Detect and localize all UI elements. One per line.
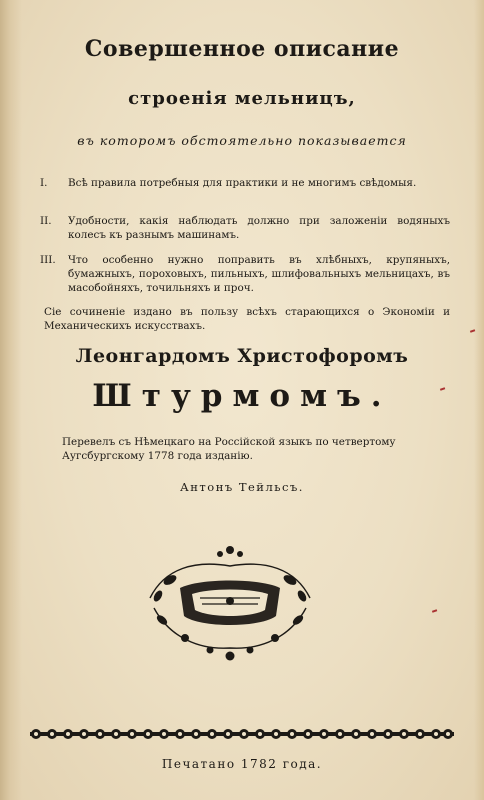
subtitle: въ которомъ обстоятельно показывается xyxy=(77,133,407,148)
translator-name: Антонъ Тейльсъ. xyxy=(180,480,304,494)
vignette-ornament-icon xyxy=(140,538,320,666)
imprint: Печатано 1782 года. xyxy=(161,757,323,771)
author-name-line-2: Штурмомъ. xyxy=(92,378,392,414)
ornamental-rule xyxy=(30,726,454,742)
list-item xyxy=(40,214,450,242)
item-number: II. xyxy=(40,215,52,227)
item-text: Что особенно нужно поправить въ хлѣбныхъ, крупяныхъ, бумажныхъ, пороховыхъ, пильныхъ, шлифовальныхъ мельницахъ, въ масобойняхъ, точильняхъ и проч. xyxy=(68,254,450,294)
pencil-mark xyxy=(432,609,437,612)
dedication-note: Сіе сочиненіе издано въ пользу всѣхъ старающихся о Экономіи и Механическихъ искусствахъ. xyxy=(44,306,450,332)
item-number: I. xyxy=(40,177,48,189)
title-line-2: строенія мельницъ, xyxy=(128,88,356,109)
item-text: Удобности, какія наблюдать должно при заложеніи водяныхъ колесъ къ разнымъ машинамъ. xyxy=(68,215,450,241)
list-item xyxy=(40,253,450,295)
author-name-line-1: Леонгардомъ Христофоромъ xyxy=(75,345,409,367)
title-line-1: Совершенное описание xyxy=(84,36,400,62)
list-item xyxy=(40,176,450,190)
item-number: III. xyxy=(40,254,56,266)
translation-note: Перевелъ съ Нѣмецкаго на Россійской языкъ по четвертому Аугсбургскому 1778 года изданію. xyxy=(62,436,396,462)
item-text: Всѣ правила потребныя для практики и не многимъ свѣдомыя. xyxy=(68,177,417,189)
